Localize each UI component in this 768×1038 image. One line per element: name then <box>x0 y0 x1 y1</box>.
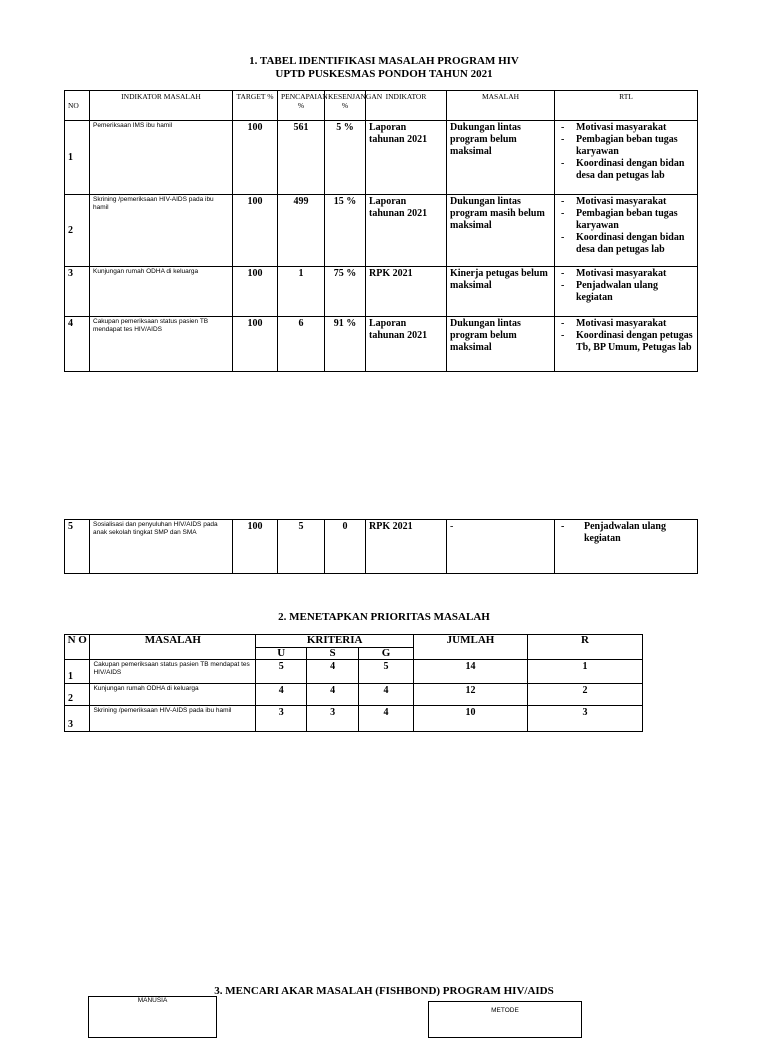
row-r: 2 <box>527 684 642 706</box>
table-row <box>65 520 698 574</box>
table-row <box>65 267 698 317</box>
rtl-item: - Koordinasi dengan bidan desa dan petugas lab <box>558 158 694 182</box>
row-pencapaian: 499 <box>278 195 325 267</box>
row-target: 100 <box>233 267 278 317</box>
header-s: S <box>307 648 359 660</box>
row-masalah: - <box>447 520 555 574</box>
section2-title: 2. MENETAPKAN PRIORITAS MASALAH <box>278 611 490 623</box>
row-target: 100 <box>233 520 278 574</box>
rtl-item: - Koordinasi dengan petugas Tb, BP Umum, Petugas lab <box>558 330 694 354</box>
rtl-item: - Penjadwalan ulang kegiatan <box>558 521 694 545</box>
rtl-item: - Pembagian beban tugas karyawan <box>558 134 694 158</box>
header-kesenjangan: KESENJANGAN % <box>325 91 366 121</box>
row-indikator-masalah: Pemeriksaan IMS ibu hamil <box>90 121 233 195</box>
header-jumlah: JUMLAH <box>414 635 528 660</box>
row-masalah: Kunjungan rumah ODHA di keluarga <box>90 684 256 706</box>
row-g: 4 <box>359 706 414 732</box>
table-row <box>65 195 698 267</box>
row-no: 2 <box>65 195 90 267</box>
fishbone-box-manusia <box>88 996 217 1038</box>
row-g: 5 <box>359 660 414 684</box>
header-masalah: MASALAH <box>447 91 555 121</box>
section1-subtitle: UPTD PUSKESMAS PONDOH TAHUN 2021 <box>275 68 493 80</box>
header-kriteria: KRITERIA <box>256 635 414 648</box>
row-masalah: Dukungan lintas program masih belum maksimal <box>447 195 555 267</box>
row-target: 100 <box>233 195 278 267</box>
row-masalah: Dukungan lintas program belum maksimal <box>447 121 555 195</box>
row-kesenjangan: 15 % <box>325 195 366 267</box>
table-header-row <box>65 635 643 648</box>
row-jumlah: 10 <box>414 706 528 732</box>
fishbone-box-metode <box>428 1001 582 1038</box>
row-indikator: RPK 2021 <box>366 267 447 317</box>
row-kesenjangan: 0 <box>325 520 366 574</box>
row-s: 4 <box>307 660 359 684</box>
row-rtl <box>555 520 698 574</box>
row-indikator: Laporan tahunan 2021 <box>366 317 447 372</box>
header-masalah: MASALAH <box>90 635 256 660</box>
row-rtl <box>555 195 698 267</box>
row-rtl <box>555 267 698 317</box>
table-row <box>65 317 698 372</box>
row-no: 1 <box>65 121 90 195</box>
header-indikator: INDIKATOR <box>366 91 447 121</box>
row-no: 2 <box>65 684 90 706</box>
row-no: 5 <box>65 520 90 574</box>
priority-table <box>64 634 643 732</box>
header-indikator-masalah: INDIKATOR MASALAH <box>90 91 233 121</box>
row-kesenjangan: 91 % <box>325 317 366 372</box>
rtl-item: - Motivasi masyarakat <box>558 196 694 208</box>
table-header-row <box>65 91 698 121</box>
row-kesenjangan: 5 % <box>325 121 366 195</box>
row-no: 3 <box>65 706 90 732</box>
row-indikator-masalah: Sosialisasi dan penyuluhan HIV/AIDS pada anak sekolah tingkat SMP dan SMA <box>90 520 233 574</box>
row-jumlah: 12 <box>414 684 528 706</box>
row-rtl <box>555 121 698 195</box>
row-indikator-masalah: Cakupan pemeriksaan status pasien TB mendapat tes HIV/AIDS <box>90 317 233 372</box>
row-u: 5 <box>256 660 307 684</box>
row-indikator-masalah: Kunjungan rumah ODHA di keluarga <box>90 267 233 317</box>
header-no: NO <box>65 91 90 121</box>
row-r: 1 <box>527 660 642 684</box>
rtl-item: - Penjadwalan ulang kegiatan <box>558 280 694 304</box>
row-target: 100 <box>233 121 278 195</box>
row-no: 3 <box>65 267 90 317</box>
row-indikator: RPK 2021 <box>366 520 447 574</box>
row-s: 3 <box>307 706 359 732</box>
row-masalah: Skrining /pemeriksaan HIV-AIDS pada ibu hamil <box>90 706 256 732</box>
row-masalah: Cakupan pemeriksaan status pasien TB mendapat tes HIV/AIDS <box>90 660 256 684</box>
row-indikator-masalah: Skrining /pemeriksaan HIV-AIDS pada ibu hamil <box>90 195 233 267</box>
problem-identification-table <box>64 90 698 372</box>
table-row <box>65 684 643 706</box>
row-kesenjangan: 75 % <box>325 267 366 317</box>
header-g: G <box>359 648 414 660</box>
header-r: R <box>527 635 642 660</box>
header-no: N O <box>65 635 90 660</box>
row-target: 100 <box>233 317 278 372</box>
header-u: U <box>256 648 307 660</box>
header-target: TARGET % <box>233 91 278 121</box>
rtl-item: - Motivasi masyarakat <box>558 122 694 134</box>
row-pencapaian: 6 <box>278 317 325 372</box>
row-s: 4 <box>307 684 359 706</box>
table-row <box>65 121 698 195</box>
row-rtl <box>555 317 698 372</box>
header-rtl: RTL <box>555 91 698 121</box>
fishbone-box-manusia-label: MANUSIA <box>137 997 168 1004</box>
row-pencapaian: 561 <box>278 121 325 195</box>
rtl-item: - Motivasi masyarakat <box>558 268 694 280</box>
row-g: 4 <box>359 684 414 706</box>
rtl-item: - Motivasi masyarakat <box>558 318 694 330</box>
row-masalah: Kinerja petugas belum maksimal <box>447 267 555 317</box>
row-u: 4 <box>256 684 307 706</box>
row-jumlah: 14 <box>414 660 528 684</box>
row-indikator: Laporan tahunan 2021 <box>366 195 447 267</box>
fishbone-box-metode-label: METODE <box>491 1007 519 1014</box>
problem-identification-table-continued <box>64 519 698 574</box>
table-row <box>65 706 643 732</box>
row-u: 3 <box>256 706 307 732</box>
row-no: 4 <box>65 317 90 372</box>
table-row <box>65 660 643 684</box>
header-pencapaian: PENCAPAIAN % <box>278 91 325 121</box>
row-pencapaian: 1 <box>278 267 325 317</box>
section1-title: 1. TABEL IDENTIFIKASI MASALAH PROGRAM HIV <box>249 55 519 67</box>
section3-title: 3. MENCARI AKAR MASALAH (FISHBOND) PROGRAM HIV/AIDS <box>214 985 554 997</box>
row-masalah: Dukungan lintas program belum maksimal <box>447 317 555 372</box>
row-r: 3 <box>527 706 642 732</box>
rtl-item: - Pembagian beban tugas karyawan <box>558 208 694 232</box>
row-no: 1 <box>65 660 90 684</box>
rtl-item: - Koordinasi dengan bidan desa dan petugas lab <box>558 232 694 256</box>
row-pencapaian: 5 <box>278 520 325 574</box>
row-indikator: Laporan tahunan 2021 <box>366 121 447 195</box>
